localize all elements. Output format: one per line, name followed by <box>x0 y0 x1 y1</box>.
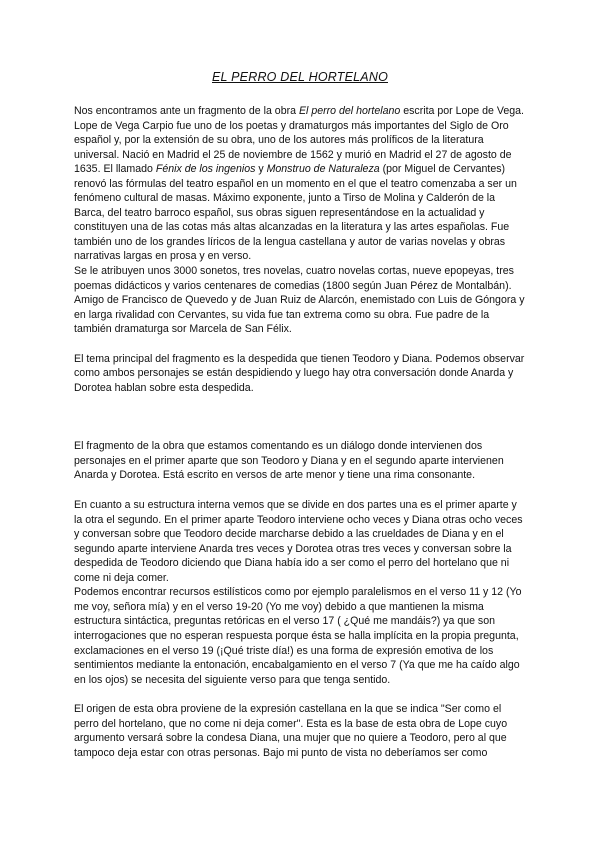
intro-text-g: (por Miguel de Cervantes) renovó las fórmulas del teatro español en un momento en el que el teatro comenzaba a ser un fenómeno cultural de masas. Máximo exponente, junto a Tirso de Molina y Calderón de la Barca, del teatro barroco español, sus obras siguen representándose en la actualidad y constituyen una de las cotas más altas alcanzadas en la literatura y las artes españolas. Fue también uno de los grandes líricos de la lengua castellana y autor de varias novelas y obras narrativas largas en prosa y en verso. <box>74 163 517 263</box>
epithet-monstruo: Monstruo de Naturaleza <box>266 163 380 176</box>
paragraph-intro <box>74 104 526 264</box>
paragraph-structure: En cuanto a su estructura interna vemos que se divide en dos partes una es el primer aparte y la otra el segundo. En el primer aparte Teodoro interviene ocho veces y Diana otras ocho veces y conversan sobre que Teodoro decide marcharse debido a las crueldades de Diana y en el segundo aparte interviene Anarda tres veces y Dorotea otras tres veces y conversan sobre la despedida de Teodoro diciendo que Diana había ido a ser como el perro del hortelano que ni come ni deja comer. <box>74 499 523 584</box>
intro-text-a: Nos encontramos ante un fragmento de la obra <box>74 105 299 117</box>
paragraph-form: El fragmento de la obra que estamos comentando es un diálogo donde intervienen dos personajes en el primer aparte que son Teodoro y Diana y en el segundo aparte intervienen Anarda y Dorotea. Está escrito en versos de arte menor y tiene una rima consonante. <box>74 440 504 482</box>
work-title: El perro del hortelano <box>298 105 401 117</box>
paragraph-theme: El tema principal del fragmento es la despedida que tienen Teodoro y Diana. Podemos observar como ambos personajes se están despidiendo y luego hay otra conversación donde Anarda y Dorotea hablan sobre esta despedida. <box>74 352 525 394</box>
epithet-fenix: Fénix de los ingenios <box>155 163 256 176</box>
paragraph-origin: El origen de esta obra proviene de la expresión castellana en la que se indica "Ser como el perro del hortelano, que no come ni deja comer". Esta es la base de esta obra de Lope cuyo argumento versará sobre la condesa Diana, una mujer que no quiere a Teodoro, pero al que tampoco deja estar con otras personas. Bajo mi punto de vista no deberíamos ser como <box>74 703 508 759</box>
intro-text-e: y <box>255 163 267 176</box>
intro-text-c: escrita por Lope de Vega. Lope de Vega Carpio fue uno de los poetas y dramaturgos más importantes del Siglo de Oro español y, por la extensión de su obra, uno de los autores más prolíficos de la literatura universal. Nació en Madrid el 25 de noviembre de 1562 y murió en Madrid el 27 de agosto de 1635. El llamado <box>74 105 524 176</box>
document-title: EL PERRO DEL HORTELANO <box>212 70 388 84</box>
paragraph-stylistic: Podemos encontrar recursos estilísticos como por ejemplo paralelismos en el verso 11 y 12 (Yo me voy, señora mía) y en el verso 19-20 (Yo me voy) debido a que mantienen la misma estructura sintáctica, preguntas retóricas en el verso 17 ( ¿Qué me mandáis?) ya que son interrogaciones que no esperan respuesta porque ésta se halla implícita en la propia pregunta, exclamaciones en el verso 19 (¡Qué triste día!) es una forma de expresión emotiva de los sentimientos mediante la entonación, encabalgamiento en el verso 7 (Ya que me ha caído algo en los ojos) se necesita del siguiente verso para que tenga sentido. <box>74 586 522 686</box>
paragraph-works: Se le atribuyen unos 3000 sonetos, tres novelas, cuatro novelas cortas, nueve epopeyas, tres poemas didácticos y varios centenares de comedias (1800 según Juan Pérez de Montalbán). Amigo de Francisco de Quevedo y de Juan Ruiz de Alarcón, enemistado con Luis de Góngora y en larga rivalidad con Cervantes, su vida fue tan extrema como su obra. Fue padre de la también dramaturga sor Marcela de San Félix. <box>74 265 525 336</box>
